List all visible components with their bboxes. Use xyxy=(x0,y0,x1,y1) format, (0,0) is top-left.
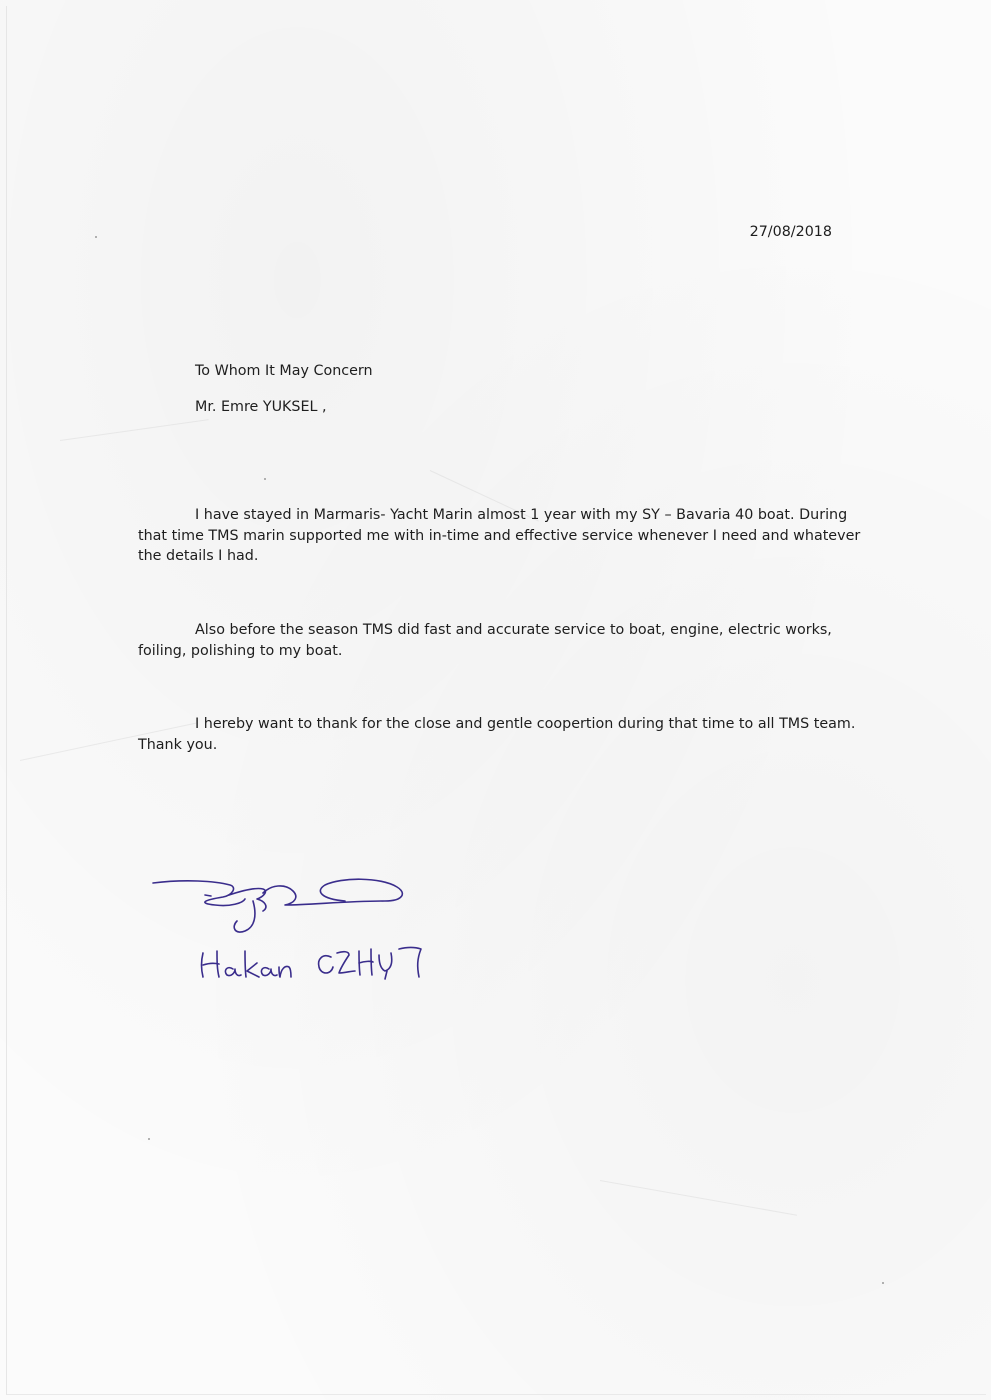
paragraph-line: that time TMS marin supported me with in-time and effective service whenever I need and whatever xyxy=(138,527,861,544)
paragraph-line: Also before the season TMS did fast and accurate service to boat, engine, electric works, xyxy=(195,622,832,638)
salutation: To Whom It May Concern xyxy=(195,363,373,379)
paper-speck xyxy=(882,1282,884,1284)
addressee: Mr. Emre YUKSEL , xyxy=(195,399,327,415)
letter-date: 27/08/2018 xyxy=(749,224,832,240)
body-paragraph xyxy=(138,714,856,755)
paragraph-line: Thank you. xyxy=(138,736,218,753)
paper-speck xyxy=(95,236,97,238)
handwritten-signature xyxy=(145,865,445,985)
body-paragraph xyxy=(138,620,843,661)
paper-speck xyxy=(148,1138,150,1140)
body-paragraph xyxy=(138,505,861,567)
paper-edge xyxy=(6,6,986,1395)
paragraph-line: I have stayed in Marmaris- Yacht Marin almost 1 year with my SY – Bavaria 40 boat. During xyxy=(195,507,848,523)
paragraph-line: I hereby want to thank for the close and gentle coopertion during that time to all TMS team. xyxy=(195,716,856,732)
paragraph-line: foiling, polishing to my boat. xyxy=(138,642,343,659)
paragraph-line: the details I had. xyxy=(138,548,259,564)
paper-speck xyxy=(264,478,266,480)
